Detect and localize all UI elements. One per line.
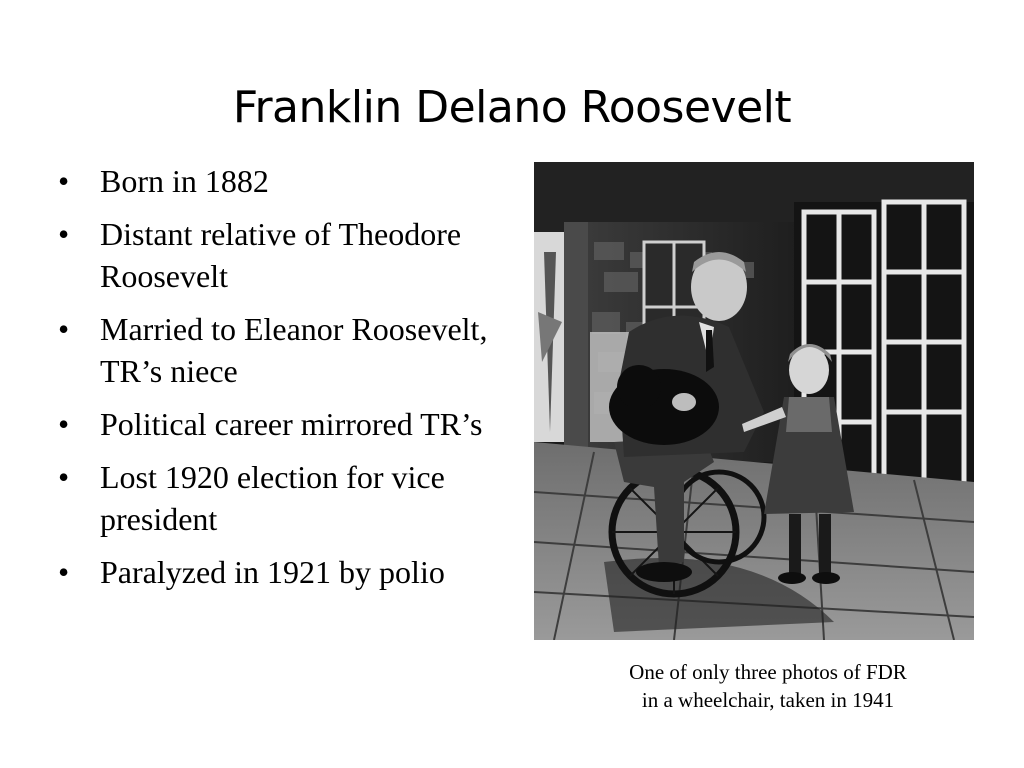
photo-caption-line-1: One of only three photos of FDR [629, 660, 907, 684]
bullet-glyph: • [58, 554, 70, 590]
bullet-item [58, 160, 508, 202]
bullet-item [58, 551, 508, 593]
bullet-item [58, 213, 508, 297]
bullet-item [58, 308, 508, 392]
slide-title: Franklin Delano Roosevelt [232, 82, 792, 133]
bullet-text: Married to Eleanor Roosevelt, TR’s niece [100, 311, 488, 389]
bullet-text: Paralyzed in 1921 by polio [100, 554, 445, 590]
bullet-glyph: • [58, 459, 70, 495]
bullet-text: Lost 1920 election for vice president [100, 459, 445, 537]
bullet-glyph: • [58, 311, 70, 347]
bullet-glyph: • [58, 406, 70, 442]
bullet-text: Born in 1882 [100, 163, 269, 199]
bullet-item [58, 456, 508, 540]
fdr-wheelchair-photo [534, 162, 974, 640]
photo-caption [534, 658, 1002, 714]
bullet-glyph: • [58, 216, 70, 252]
bullet-text: Distant relative of Theodore Roosevelt [100, 216, 462, 294]
bullet-list [58, 160, 508, 604]
photo-caption-line-2: in a wheelchair, taken in 1941 [641, 688, 895, 712]
bullet-item [58, 403, 508, 445]
photo-illustration [534, 162, 974, 640]
bullet-glyph: • [58, 163, 70, 199]
bullet-text: Political career mirrored TR’s [100, 406, 483, 442]
